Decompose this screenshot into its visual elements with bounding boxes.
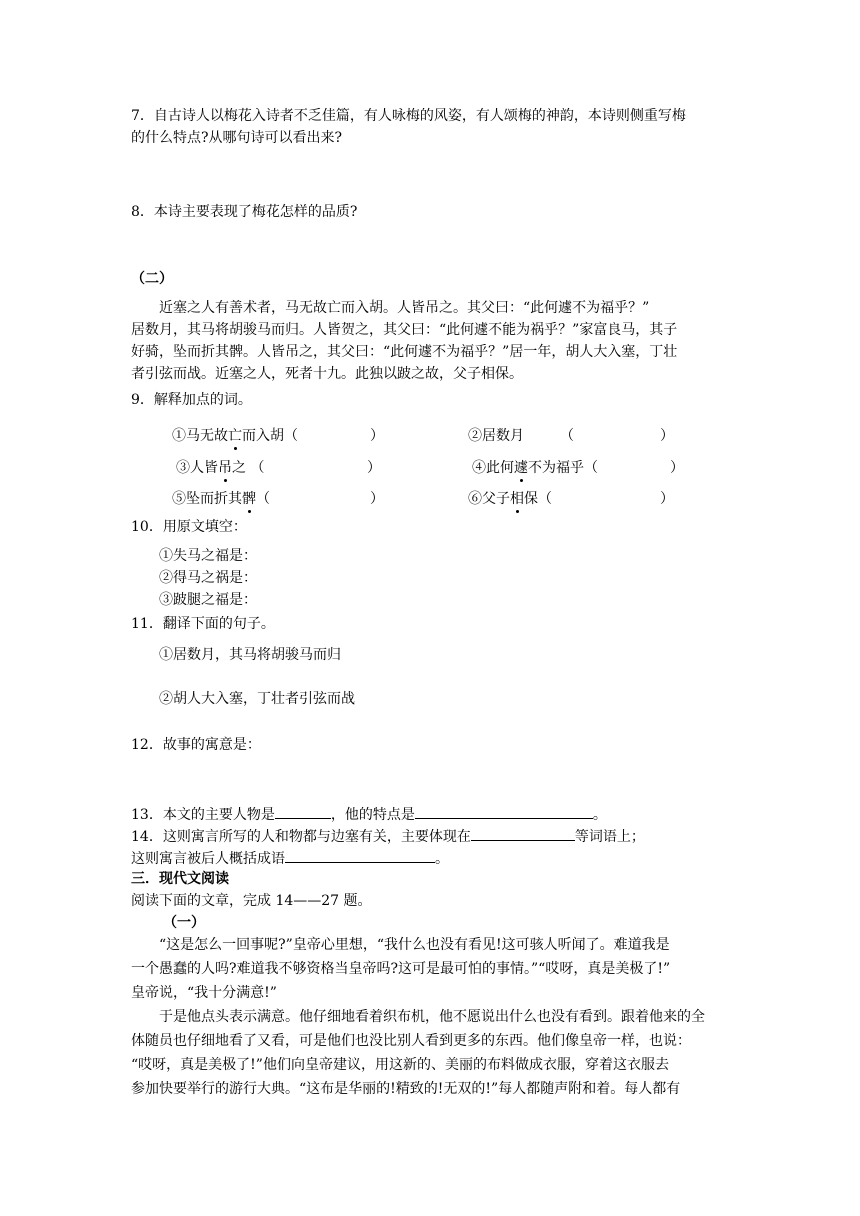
q9-item-2: ②居数月 （ (468, 428, 574, 444)
q9-item-5: ⑤坠而折其髀（ (172, 491, 270, 507)
emphasis-dot-word: 相 (510, 491, 524, 507)
q13-question: 13．本文的主要人物是 ，他的特点是 。 (131, 803, 607, 825)
story-line-7: 参加快要举行的游行大典。“这布是华丽的!精致的!无双的!”每人都随声附和着。每人都有 (131, 1081, 681, 1097)
q14-line-2: 这则寓言被后人概括成语 。 (131, 847, 449, 869)
q9-title: 9．解释加点的词。 (131, 392, 252, 408)
q7-line-2: 的什么特点?从哪句诗可以看出来? (131, 130, 343, 146)
answer-blank[interactable] (415, 803, 593, 819)
passage-line-3: 好骑，坠而折其髀。人皆吊之，其父曰：“此何遽不为福乎？”居一年，胡人大入塞，丁壮 (131, 344, 678, 360)
q9-item-1: ①马无故亡而入胡（ (172, 428, 298, 444)
q7-line-1: 7．自古诗人以梅花入诗者不乏佳篇，有人咏梅的风姿，有人颂梅的神韵，本诗则侧重写梅 (131, 108, 686, 124)
q10-item-3: ③跛腿之福是： (159, 592, 257, 608)
story-line-6: “哎呀，真是美极了!”他们向皇帝建议，用这新的、美丽的布料做成衣服，穿着这衣服去 (131, 1057, 669, 1073)
q12-question: 12．故事的寓意是： (131, 737, 261, 753)
answer-blank[interactable] (471, 825, 575, 841)
q9-item-5-close: ） (370, 491, 384, 507)
story-line-5: 体随员也仔细地看了又看，可是他们也没比别人看到更多的东西。他们像皇帝一样，也说： (131, 1033, 691, 1049)
section-two-heading: （二） (131, 271, 173, 287)
passage-line-4: 者引弦而战。近塞之人，死者十九。此独以跛之故，父子相保。 (131, 366, 523, 382)
story-line-4: 于是他点头表示满意。他仔细地看着织布机，他不愿说出什么也没有看到。跟着他来的全 (159, 1009, 705, 1025)
emphasis-dot-word: 髀 (242, 491, 256, 507)
story-line-1: “这是怎么一回事呢?”皇帝心里想，“我什么也没有看见!这可骇人听闻了。难道我是 (159, 937, 670, 953)
section-three-heading: 三．现代文阅读 (131, 871, 229, 887)
q8-question: 8．本诗主要表现了梅花怎样的品质? (131, 204, 358, 220)
q10-item-2: ②得马之祸是： (159, 570, 257, 586)
answer-blank[interactable] (275, 803, 331, 819)
story-line-2: 一个愚蠢的人吗?难道我不够资格当皇帝吗?这可是最可怕的事情。”“哎呀，真是美极了!” (131, 961, 671, 977)
q9-item-1-close: ） (370, 428, 384, 444)
q9-item-3-close: ） (367, 460, 381, 476)
q11-item-2: ②胡人大入塞，丁壮者引弦而战 (159, 691, 355, 707)
q9-item-2-close: ） (660, 428, 674, 444)
part-one-heading: （一） (163, 915, 205, 931)
q10-item-1: ①失马之福是： (159, 548, 257, 564)
emphasis-dot-word: 亡 (228, 428, 242, 444)
q9-item-4-close: ） (670, 460, 684, 476)
answer-blank[interactable] (285, 847, 435, 863)
story-line-3: 皇帝说，“我十分满意!” (131, 985, 277, 1001)
q14-line-1: 14．这则寓言所写的人和物都与边塞有关，主要体现在 等词语上； (131, 825, 645, 847)
q11-title: 11．翻译下面的句子。 (131, 616, 275, 632)
q9-item-3: ③人皆吊之 （ (176, 460, 265, 476)
q9-item-6-close: ） (660, 491, 674, 507)
passage-line-2: 居数月，其马将胡骏马而归。人皆贺之，其父曰：“此何遽不能为祸乎？”家富良马，其子 (131, 322, 678, 338)
q9-item-6: ⑥父子相保（ (468, 491, 552, 507)
passage-line-1: 近塞之人有善术者，马无故亡而入胡。人皆吊之。其父曰：“此何遽不为福乎？” (159, 300, 650, 316)
q11-item-1: ①居数月，其马将胡骏马而归 (159, 647, 341, 663)
emphasis-dot-word: 吊 (218, 460, 232, 476)
reading-instruction: 阅读下面的文章，完成 14——27 题。 (131, 893, 372, 909)
emphasis-dot-word: 遽 (514, 460, 528, 476)
q10-title: 10．用原文填空： (131, 519, 247, 535)
q9-item-4: ④此何遽不为福乎（ (472, 460, 598, 476)
